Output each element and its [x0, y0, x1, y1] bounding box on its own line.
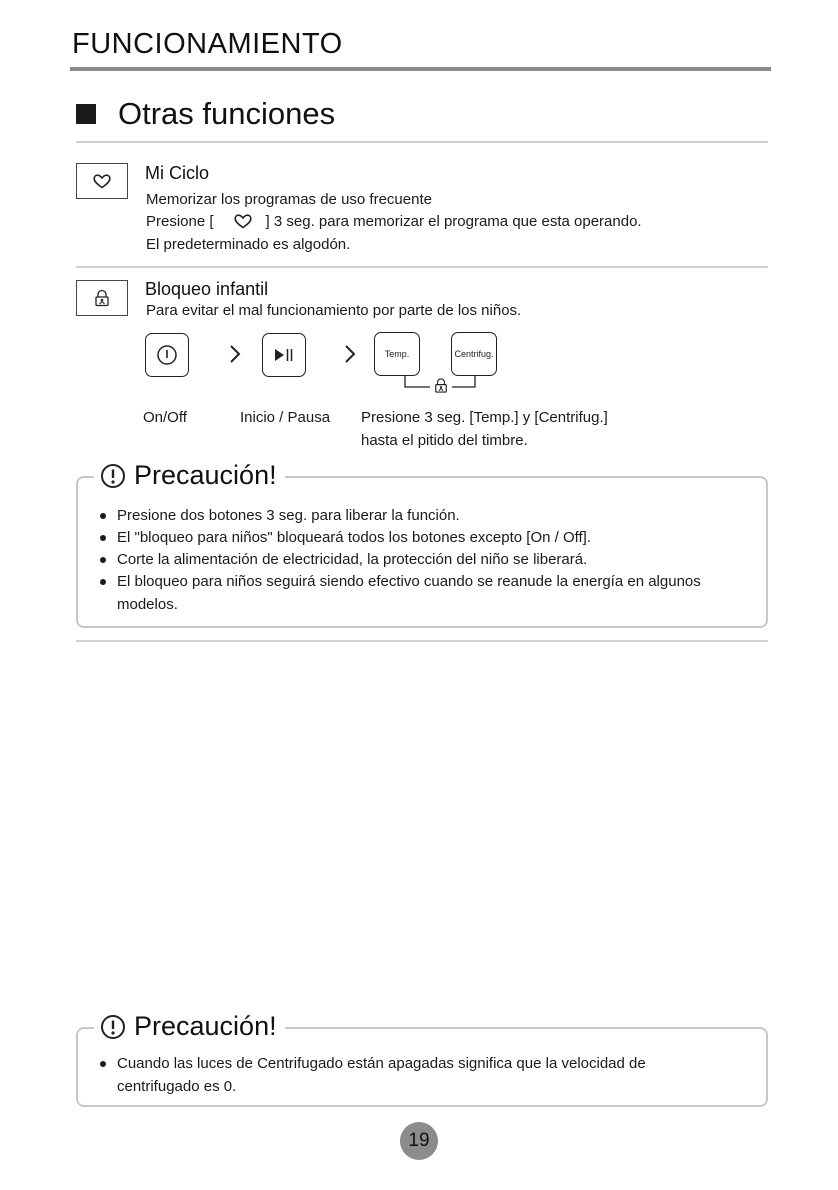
section-title: Otras funciones: [118, 96, 336, 131]
page-number: 19: [400, 1122, 438, 1160]
title-rule: [70, 67, 771, 71]
section-square-icon: [76, 104, 96, 124]
caution-bullet: El "bloqueo para niños" bloqueará todos los botones excepto [On / Off].: [99, 527, 759, 550]
caution-bullet: Cuando las luces de Centrifugado están apagadas significa que la velocidad de centrifugado es 0.: [99, 1053, 699, 1098]
caption-presione-1: Presione 3 seg. [Temp.] y [Centrifug.]: [361, 409, 608, 426]
centrifug-button: [451, 332, 497, 376]
divider: [76, 266, 768, 268]
mi-ciclo-line3: El predeterminado es algodón.: [146, 236, 351, 253]
centrifug-label: Centrifug.: [454, 349, 494, 359]
child-lock-icon: [434, 377, 448, 394]
divider: [76, 640, 768, 642]
caption-presione-2: hasta el pitido del timbre.: [361, 432, 528, 449]
mi-ciclo-line1: Memorizar los programas de uso frecuente: [146, 191, 432, 208]
chevron-right-icon: [228, 344, 242, 364]
child-lock-button: [76, 280, 128, 316]
caption-inicio-pausa: Inicio / Pausa: [240, 409, 331, 426]
caution-bullet: Corte la alimentación de electricidad, la protección del niño se liberará.: [99, 549, 759, 572]
caution-bullet: Presione dos botones 3 seg. para liberar la función.: [99, 505, 759, 528]
heart-icon: [93, 174, 111, 189]
caption-on-off: On/Off: [143, 409, 187, 426]
mi-ciclo-line2: [146, 213, 642, 230]
exclamation-icon: [100, 1014, 126, 1040]
mi-ciclo-title: Mi Ciclo: [145, 163, 210, 183]
mi-ciclo-line2-pre: Presione [: [146, 213, 214, 230]
caution-header: [94, 460, 285, 491]
play-pause-icon: [273, 347, 295, 363]
temp-button: [374, 332, 420, 376]
divider: [76, 141, 768, 143]
on-off-button: [145, 333, 189, 377]
caution-title: Precaución!: [134, 1011, 277, 1041]
page-title: FUNCIONAMIENTO: [72, 28, 343, 60]
bloqueo-subtitle: Para evitar el mal funcionamiento por parte de los niños.: [146, 302, 522, 319]
heart-icon: [234, 214, 252, 229]
temp-label: Temp.: [384, 349, 410, 359]
power-icon: [156, 344, 178, 366]
caution-bullet: El bloqueo para niños seguirá siendo efectivo cuando se reanude la energía en algunos modelos.: [99, 571, 759, 616]
child-lock-icon: [94, 289, 110, 307]
chevron-right-icon: [343, 344, 357, 364]
bloqueo-title: Bloqueo infantil: [145, 279, 269, 299]
start-pause-button: [262, 333, 306, 377]
mi-ciclo-line2-post: ] 3 seg. para memorizar el programa que esta operando.: [265, 213, 642, 230]
mi-ciclo-button: [76, 163, 128, 199]
caution-header: [94, 1011, 285, 1042]
section-heading: [76, 96, 335, 132]
caution-title: Precaución!: [134, 460, 277, 490]
exclamation-icon: [100, 463, 126, 489]
